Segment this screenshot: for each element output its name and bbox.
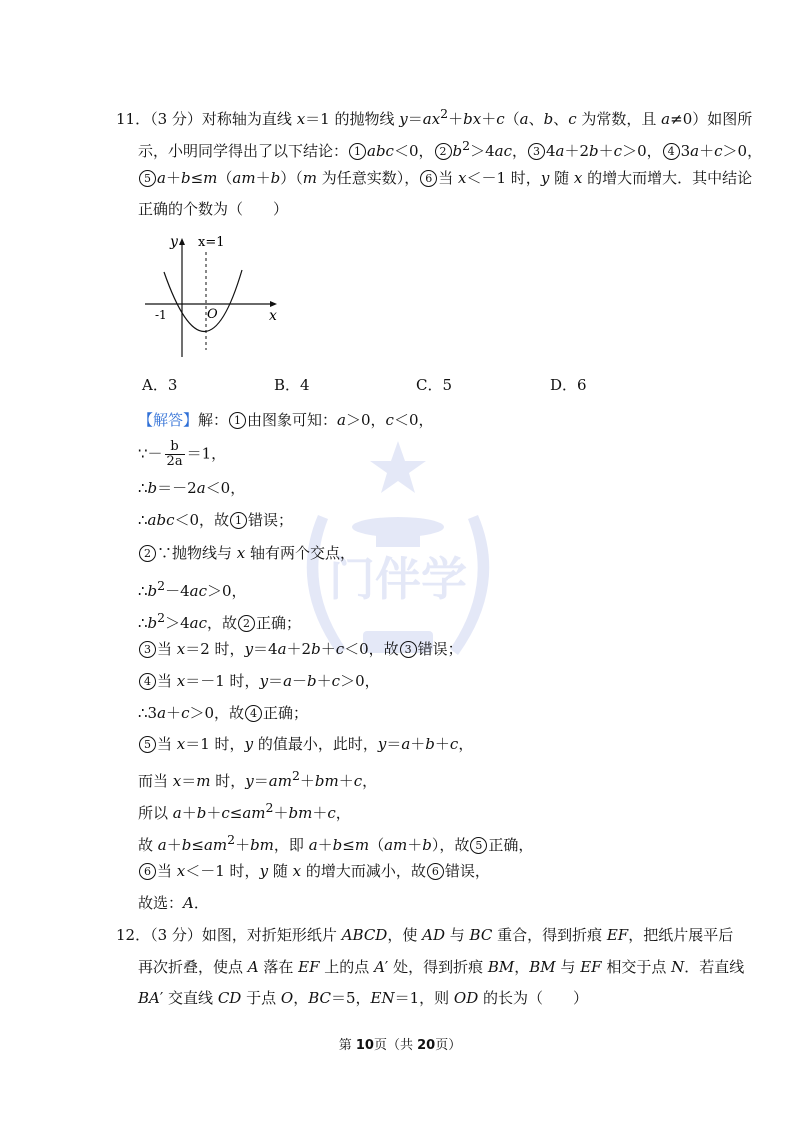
- q11-line4: 正确的个数为（ ）: [138, 200, 289, 218]
- q12-line3: BA′ 交直线 CD 于点 O，BC＝5，EN＝1，则 OD 的长为（ ）: [138, 989, 589, 1007]
- y-label: y: [170, 234, 178, 250]
- parabola-curve: [164, 270, 242, 332]
- parabola-graph: [140, 232, 290, 362]
- option-c[interactable]: C．5: [416, 376, 453, 394]
- page-footer: 第 10页（共 20页）: [338, 1038, 462, 1053]
- symmetry-label: x=1: [198, 235, 225, 250]
- answer-line3: ∴b＝－2a＜0，: [138, 479, 246, 497]
- option-a[interactable]: A．3: [142, 376, 178, 394]
- q11-line2: 示，小明同学得出了以下结论： 1 abc＜0， 2 $b^2>4ac$， 3 4a＋2b＋c＞0， 4 3a＋c＞0，: [138, 138, 763, 160]
- answer-line15: 6 当 x＜－1 时，y 随 x 的增大而减小，故 6 错误，: [138, 861, 490, 881]
- q12-line1: 12．（3 分）如图，对折矩形纸片 ABCD，使 AD 与 BC 重合，得到折痕 EF，把纸片展平后: [116, 926, 734, 944]
- answer-line6: $\therefore b^2-4ac>0$，: [138, 578, 247, 600]
- answer-line14: 故 $a+b\le am^2+bm$，即 a＋b≤m（am＋b），故 5 正确，: [138, 832, 534, 854]
- answer-line4: ∴abc＜0，故 1 错误；: [138, 511, 294, 529]
- x-label: x: [269, 308, 277, 324]
- origin-label: O: [207, 307, 218, 322]
- answer-line16: 故选：A．: [138, 894, 209, 912]
- answer-line8: 3 当 x＝2 时，y＝4a＋2b＋c＜0，故 3 错误；: [138, 639, 463, 659]
- q11-options: [142, 374, 602, 394]
- y-axis-arrow: [179, 238, 185, 245]
- answer-line1: 【解答】解： 1 由图象可知：a＞0，c＜0，: [138, 411, 434, 429]
- q11-line3: 5 a＋b≤m（am＋b）（m 为任意实数）， 6 当 x＜－1 时，y 随 x 的增大而增大．其中结论: [138, 168, 752, 188]
- answer-line9: 4 当 x＝－1 时，y＝a－b＋c＞0，: [138, 671, 380, 691]
- q12-line2: 再次折叠，使点 A 落在 EF 上的点 A′ 处，得到折痕 BM，BM 与 EF 相交于点 N．若直线: [138, 958, 745, 976]
- answer-line11: 5 当 x＝1 时，y 的值最小，此时，y＝a＋b＋c，: [138, 734, 473, 754]
- answer-tag: 【解答】: [138, 411, 199, 429]
- option-b[interactable]: B．4: [274, 376, 310, 394]
- answer-line10: ∴3a＋c＞0，故 4 正确；: [138, 704, 309, 722]
- watermark-text: 门伴学: [329, 552, 467, 606]
- option-d[interactable]: D．6: [550, 376, 587, 394]
- answer-line5: 2 ∵抛物线与 x 轴有两个交点，: [138, 543, 355, 563]
- answer-line2: ∵－ $\frac{b}{2a}$ ＝1，: [138, 439, 227, 469]
- answer-line13: 所以 $a+b+c\le am^2+bm+c$，: [138, 800, 351, 822]
- x-axis-arrow: [270, 301, 277, 307]
- q11-line1: 11．（3 分）对称轴为直线 x＝1 的抛物线 $y=ax^2+bx+c(a$、b、c 为常数，且 a≠0）如图所: [116, 106, 753, 128]
- answer-line7: $\therefore b^2>4ac$，故 2 正确；: [138, 610, 302, 632]
- minus-one-label: -1: [155, 308, 167, 322]
- answer-line12: 而当 x＝m 时，$y=am^2+bm+c$，: [138, 768, 378, 790]
